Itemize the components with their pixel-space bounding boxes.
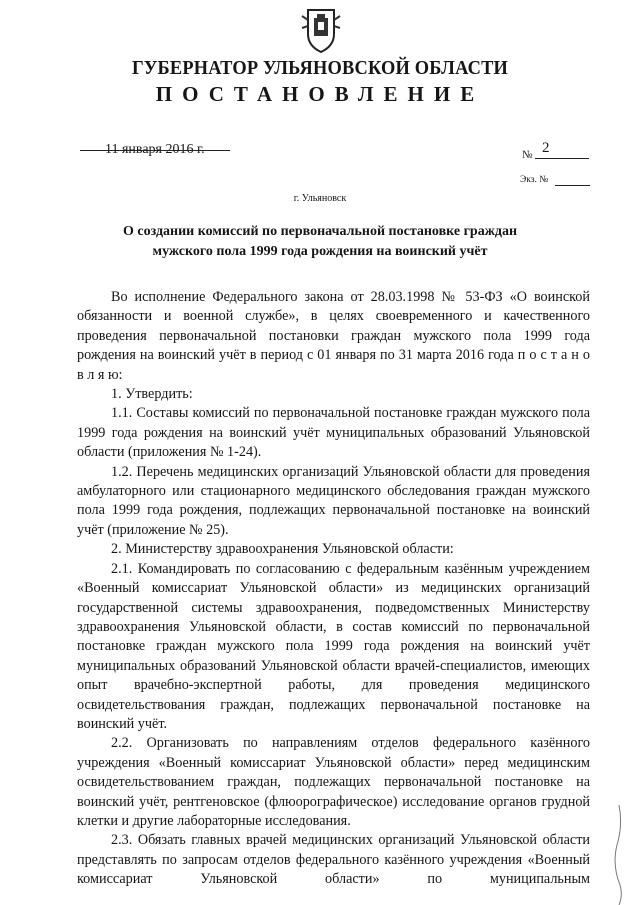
authority-title: ГУБЕРНАТОР УЛЬЯНОВСКОЙ ОБЛАСТИ xyxy=(131,57,509,79)
paragraph-2-1: 2.1. Командировать по согласованию с федеральным казённым учреждением «Военный комиссариат Ульяновской области» из медицинских организаций государственной системы здравоохранения, подведомственных Министерству здравоохранения Ульяновской области, в состав комиссий по первоначальной постановке граждан мужского пола 1999 года рождения на воинский учёт муниципальных образований Ульяновской области врачей-специалистов, имеющих опыт врачебно-экспертной работы, для проведения медицинского освидетельствования граждан, подлежащих первоначальной постановке на воинский учёт. xyxy=(77,560,590,732)
paragraph-1-2: 1.2. Перечень медицинских организаций Ульяновской области для проведения амбулаторного или стационарного медицинского обследования граждан мужского пола 1999 года рождения, подлежащих первоначальной постановке на воинский учёт (приложение № 25). xyxy=(77,463,590,538)
copy-number-label: Экз. № xyxy=(520,175,549,185)
document-type: ПОСТАНОВЛЕНИЕ xyxy=(155,82,485,106)
date-underline xyxy=(80,149,230,151)
copy-number-underline xyxy=(555,184,590,186)
document-number: 2 xyxy=(542,140,550,156)
paragraph-1-1: 1.1. Составы комиссий по первоначальной постановке граждан мужского пола 1999 года рождения на воинский учёт муниципальных образований Ульяновской области (приложения № 1-24). xyxy=(77,405,590,461)
number-underline xyxy=(535,157,589,159)
paragraph-intro: Во исполнение Федерального закона от 28.03.1998 № 53-ФЗ «О воинской обязанности и военной службе», в целях своевременного и качественного проведения первоначальной постановки граждан мужского пола 1999 года рождения на воинский учёт в период с 01 января по 31 марта 2016 года п о с т а н о в л я ю: xyxy=(77,289,590,383)
city: г. Ульяновск xyxy=(293,193,347,204)
document-body xyxy=(77,288,590,890)
number-sign: № xyxy=(522,149,533,161)
paragraph-2: 2. Министерству здравоохранения Ульяновской области: xyxy=(111,541,454,558)
margin-scribble-mark xyxy=(610,805,628,905)
paragraph-1: 1. Утвердить: xyxy=(111,386,193,403)
paragraph-2-2: 2.2. Организовать по направлениям отделов федерального казённого учреждения «Военный комиссариат Ульяновской области» перед медицинским освидетельствованием граждан, подлежащих первоначальной постановке на воинский учёт, рентгеновское (флюорографическое) исследование органов грудной клетки и другие лабораторные исследования. xyxy=(77,735,590,829)
document-date: 11 января 2016 г. xyxy=(105,142,205,157)
subject-line-1: О создании комиссий по первоначальной постановке граждан xyxy=(122,224,518,239)
paragraph-2-3: 2.3. Обязать главных врачей медицинских организаций Ульяновской области представлять по запросам отделов федерального казённого учреждения «Военный комиссариат Ульяновской области» по муниципальным xyxy=(77,832,590,888)
document-subject xyxy=(100,222,540,262)
subject-line-2: мужского пола 1999 года рождения на воинский учёт xyxy=(152,244,488,259)
coat-of-arms-emblem-icon xyxy=(300,6,342,54)
